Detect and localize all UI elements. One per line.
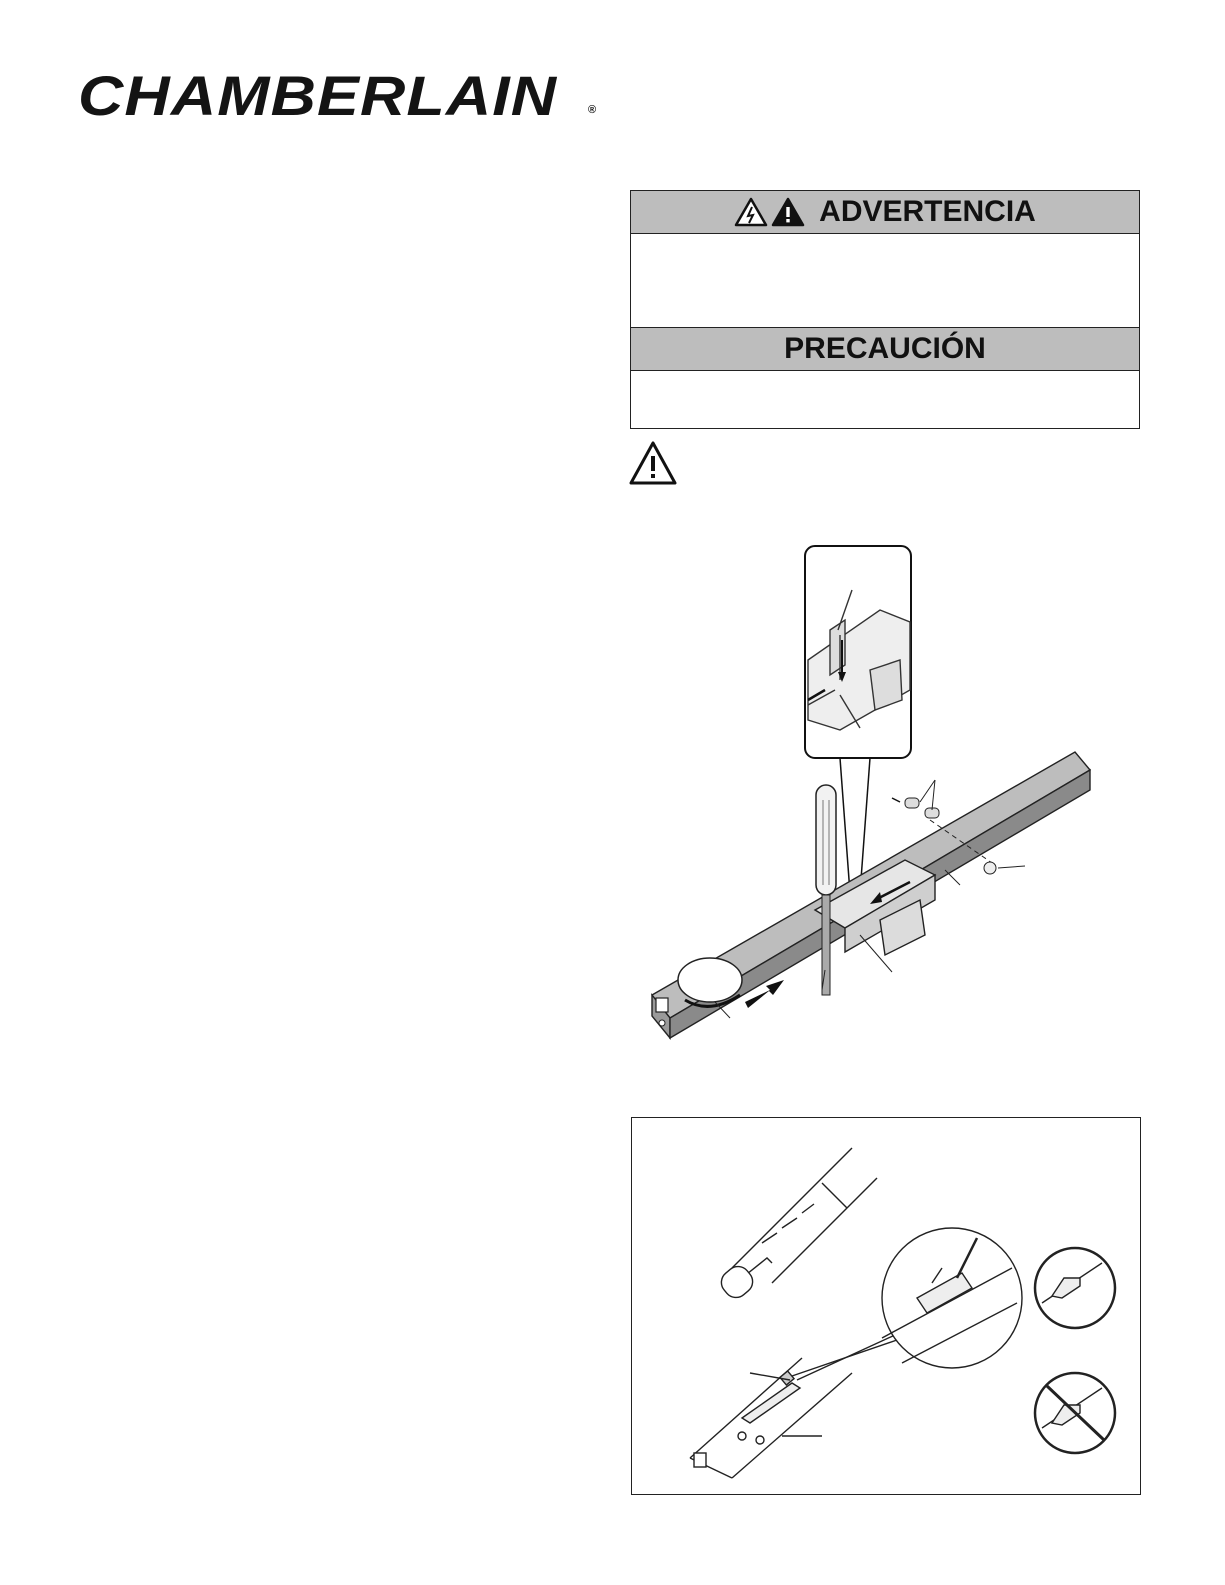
warning-title: ADVERTENCIA [819, 195, 1036, 228]
caution-header [631, 327, 1139, 371]
caution-title: PRECAUCIÓN [784, 332, 986, 365]
brand-name: CHAMBERLAIN [78, 64, 558, 127]
warning-header [631, 191, 1139, 234]
brand-logo [78, 64, 608, 127]
exclamation-warning-icon [771, 197, 805, 227]
rail-detail-illustration [631, 1117, 1141, 1495]
exclamation-warning-icon [628, 440, 678, 486]
rail-assembly-illustration [630, 540, 1100, 1040]
safety-warning-box [630, 190, 1140, 429]
electric-shock-warning-icon [734, 197, 768, 227]
registered-mark: ® [588, 104, 597, 116]
